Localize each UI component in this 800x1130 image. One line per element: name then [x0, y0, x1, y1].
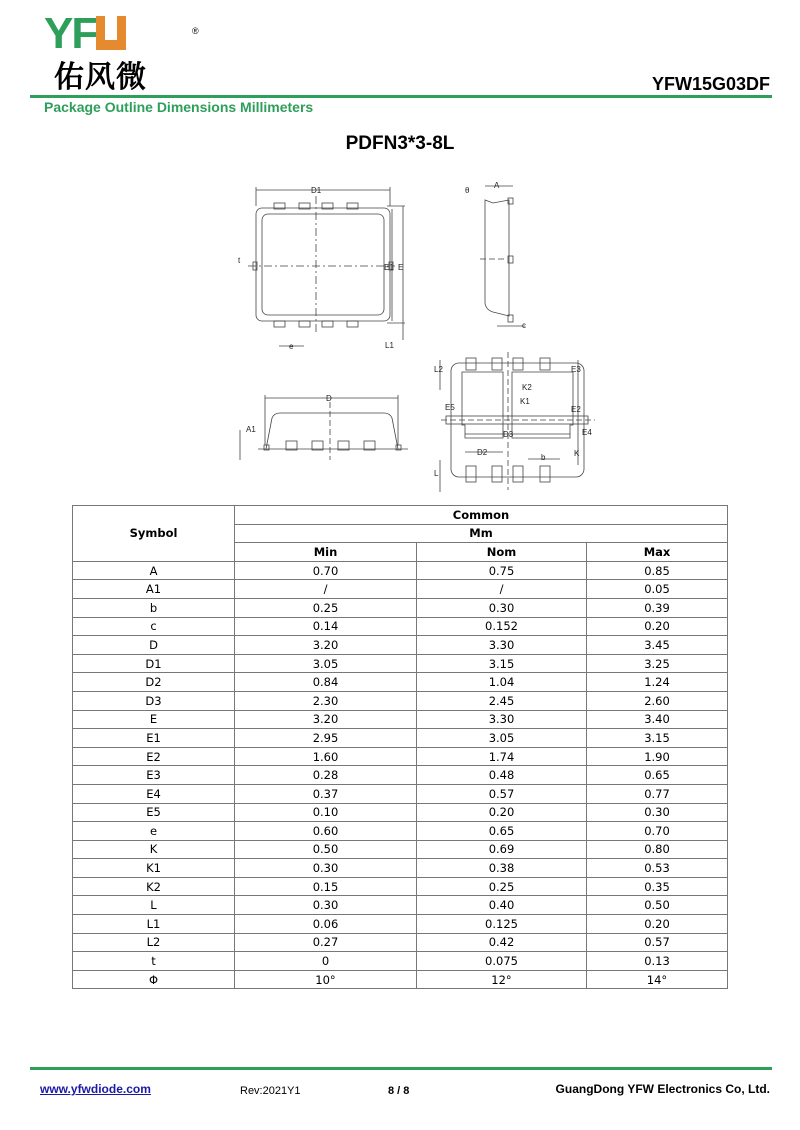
dimensions-table-body — [73, 561, 728, 989]
cell-nom: 0.48 — [417, 766, 587, 785]
top-view — [248, 187, 405, 346]
cell-nom: 0.30 — [417, 598, 587, 617]
cell-nom: 0.075 — [417, 952, 587, 971]
cell-max: 3.45 — [587, 636, 728, 655]
header-divider — [30, 95, 772, 98]
dimensions-table — [72, 505, 728, 989]
table-row — [73, 896, 728, 915]
cell-nom: 3.30 — [417, 710, 587, 729]
table-row — [73, 766, 728, 785]
label-K1: K1 — [520, 397, 530, 406]
cell-symbol: t — [73, 952, 235, 971]
cell-nom: 0.75 — [417, 561, 587, 580]
cell-symbol: K1 — [73, 859, 235, 878]
unit-header: Mm — [235, 524, 728, 543]
table-row — [73, 933, 728, 952]
page-number: 8 / 8 — [388, 1085, 410, 1097]
cell-nom: 1.04 — [417, 673, 587, 692]
cell-max: 1.90 — [587, 747, 728, 766]
cell-max: 0.57 — [587, 933, 728, 952]
cell-symbol: c — [73, 617, 235, 636]
cell-symbol: L2 — [73, 933, 235, 952]
cell-max: 0.80 — [587, 840, 728, 859]
table-row — [73, 822, 728, 841]
cell-symbol: K2 — [73, 877, 235, 896]
cell-max: 14° — [587, 970, 728, 989]
company-logo — [44, 9, 199, 95]
cell-min: 0.37 — [235, 784, 417, 803]
cell-min: 0 — [235, 952, 417, 971]
table-row — [73, 561, 728, 580]
cell-symbol: E1 — [73, 729, 235, 748]
label-L2: L2 — [434, 365, 443, 374]
label-e: e — [289, 342, 294, 351]
cell-max: 2.60 — [587, 691, 728, 710]
cell-nom: 3.05 — [417, 729, 587, 748]
cell-max: 0.53 — [587, 859, 728, 878]
logo-text: YF — [44, 12, 126, 56]
table-row — [73, 729, 728, 748]
revision: Rev:2021Y1 — [240, 1085, 301, 1097]
cell-max: 0.20 — [587, 915, 728, 934]
cell-min: 0.27 — [235, 933, 417, 952]
cell-min: 0.06 — [235, 915, 417, 934]
common-header: Common — [235, 506, 728, 525]
table-row — [73, 654, 728, 673]
cell-nom: 0.20 — [417, 803, 587, 822]
table-row — [73, 970, 728, 989]
min-header: Min — [235, 543, 417, 562]
label-L: L — [434, 469, 439, 478]
cell-symbol: L1 — [73, 915, 235, 934]
cell-min: / — [235, 580, 417, 599]
table-row — [73, 598, 728, 617]
label-K: K — [574, 449, 580, 458]
cell-nom: 1.74 — [417, 747, 587, 766]
label-E: E — [398, 263, 404, 272]
label-E4: E4 — [582, 428, 592, 437]
cell-max: 0.30 — [587, 803, 728, 822]
package-drawings — [0, 170, 800, 500]
label-E2: E2 — [571, 405, 581, 414]
side-view — [480, 186, 525, 326]
label-E3: E3 — [571, 365, 581, 374]
cell-nom: 0.57 — [417, 784, 587, 803]
cell-min: 0.25 — [235, 598, 417, 617]
table-row — [73, 784, 728, 803]
label-theta: θ — [465, 186, 470, 195]
cell-min: 10° — [235, 970, 417, 989]
cell-max: 0.05 — [587, 580, 728, 599]
cell-max: 0.39 — [587, 598, 728, 617]
cell-min: 0.15 — [235, 877, 417, 896]
table-row — [73, 877, 728, 896]
outline-drawing — [0, 170, 800, 500]
cell-symbol: E5 — [73, 803, 235, 822]
cell-symbol: D2 — [73, 673, 235, 692]
label-t: t — [238, 256, 241, 265]
nom-header: Nom — [417, 543, 587, 562]
table-row — [73, 747, 728, 766]
cell-nom: 0.40 — [417, 896, 587, 915]
table-row — [73, 617, 728, 636]
cell-symbol: E4 — [73, 784, 235, 803]
footer-divider — [30, 1067, 772, 1070]
label-c: c — [522, 321, 526, 330]
cell-symbol: D1 — [73, 654, 235, 673]
cell-max: 3.25 — [587, 654, 728, 673]
label-D3: D3 — [503, 430, 514, 439]
drawing-labels — [238, 181, 592, 478]
table-row — [73, 840, 728, 859]
cell-nom: / — [417, 580, 587, 599]
cell-max: 3.40 — [587, 710, 728, 729]
cell-symbol: E2 — [73, 747, 235, 766]
cell-symbol: D — [73, 636, 235, 655]
table-row — [73, 636, 728, 655]
cell-nom: 3.30 — [417, 636, 587, 655]
cell-min: 2.95 — [235, 729, 417, 748]
cell-nom: 0.125 — [417, 915, 587, 934]
cell-symbol: b — [73, 598, 235, 617]
cell-max: 0.70 — [587, 822, 728, 841]
table-row — [73, 952, 728, 971]
cell-max: 0.85 — [587, 561, 728, 580]
cell-min: 0.60 — [235, 822, 417, 841]
label-b: b — [541, 453, 546, 462]
label-D1: D1 — [311, 186, 322, 195]
cell-min: 0.28 — [235, 766, 417, 785]
cell-symbol: A1 — [73, 580, 235, 599]
table-row — [73, 673, 728, 692]
cell-nom: 0.152 — [417, 617, 587, 636]
table-row — [73, 691, 728, 710]
cell-nom: 0.42 — [417, 933, 587, 952]
cell-min: 3.20 — [235, 710, 417, 729]
cell-min: 0.70 — [235, 561, 417, 580]
cell-symbol: L — [73, 896, 235, 915]
symbol-header: Symbol — [73, 506, 235, 562]
part-number: YFW15G03DF — [651, 74, 770, 94]
logo-chinese: 佑风微 — [54, 60, 147, 95]
cell-min: 0.10 — [235, 803, 417, 822]
cell-min: 1.60 — [235, 747, 417, 766]
registered-mark: ® — [192, 26, 199, 36]
cell-nom: 0.65 — [417, 822, 587, 841]
cell-nom: 12° — [417, 970, 587, 989]
label-E5: E5 — [445, 403, 455, 412]
package-title: PDFN3*3-8L — [345, 133, 455, 154]
cell-symbol: Φ — [73, 970, 235, 989]
table-row — [73, 803, 728, 822]
label-A1: A1 — [246, 425, 256, 434]
cell-min: 3.20 — [235, 636, 417, 655]
cell-min: 2.30 — [235, 691, 417, 710]
cell-nom: 0.69 — [417, 840, 587, 859]
cell-max: 0.13 — [587, 952, 728, 971]
cell-max: 0.77 — [587, 784, 728, 803]
label-A: A — [494, 181, 500, 190]
cell-min: 3.05 — [235, 654, 417, 673]
cell-min: 0.50 — [235, 840, 417, 859]
label-L1: L1 — [385, 341, 394, 350]
cell-max: 0.50 — [587, 896, 728, 915]
cell-max: 0.65 — [587, 766, 728, 785]
cell-max: 1.24 — [587, 673, 728, 692]
cell-nom: 2.45 — [417, 691, 587, 710]
cell-min: 0.14 — [235, 617, 417, 636]
label-D: D — [326, 394, 332, 403]
cell-min: 0.84 — [235, 673, 417, 692]
label-D2: D2 — [477, 448, 488, 457]
cell-nom: 0.38 — [417, 859, 587, 878]
website-link[interactable]: www.yfwdiode.com — [40, 1082, 151, 1096]
max-header: Max — [587, 543, 728, 562]
cell-symbol: D3 — [73, 691, 235, 710]
cell-max: 0.35 — [587, 877, 728, 896]
table-row — [73, 859, 728, 878]
cell-symbol: A — [73, 561, 235, 580]
label-E1: E1 — [384, 263, 394, 272]
cell-min: 0.30 — [235, 896, 417, 915]
front-view — [240, 395, 408, 460]
table-row — [73, 710, 728, 729]
section-subtitle: Package Outline Dimensions Millimeters — [44, 99, 314, 115]
cell-symbol: E — [73, 710, 235, 729]
cell-symbol: e — [73, 822, 235, 841]
table-row — [73, 580, 728, 599]
company-name: GuangDong YFW Electronics Co, Ltd. — [555, 1082, 770, 1096]
table-row — [73, 915, 728, 934]
cell-nom: 0.25 — [417, 877, 587, 896]
cell-nom: 3.15 — [417, 654, 587, 673]
cell-max: 3.15 — [587, 729, 728, 748]
cell-min: 0.30 — [235, 859, 417, 878]
cell-symbol: E3 — [73, 766, 235, 785]
cell-symbol: K — [73, 840, 235, 859]
cell-max: 0.20 — [587, 617, 728, 636]
label-K2: K2 — [522, 383, 532, 392]
